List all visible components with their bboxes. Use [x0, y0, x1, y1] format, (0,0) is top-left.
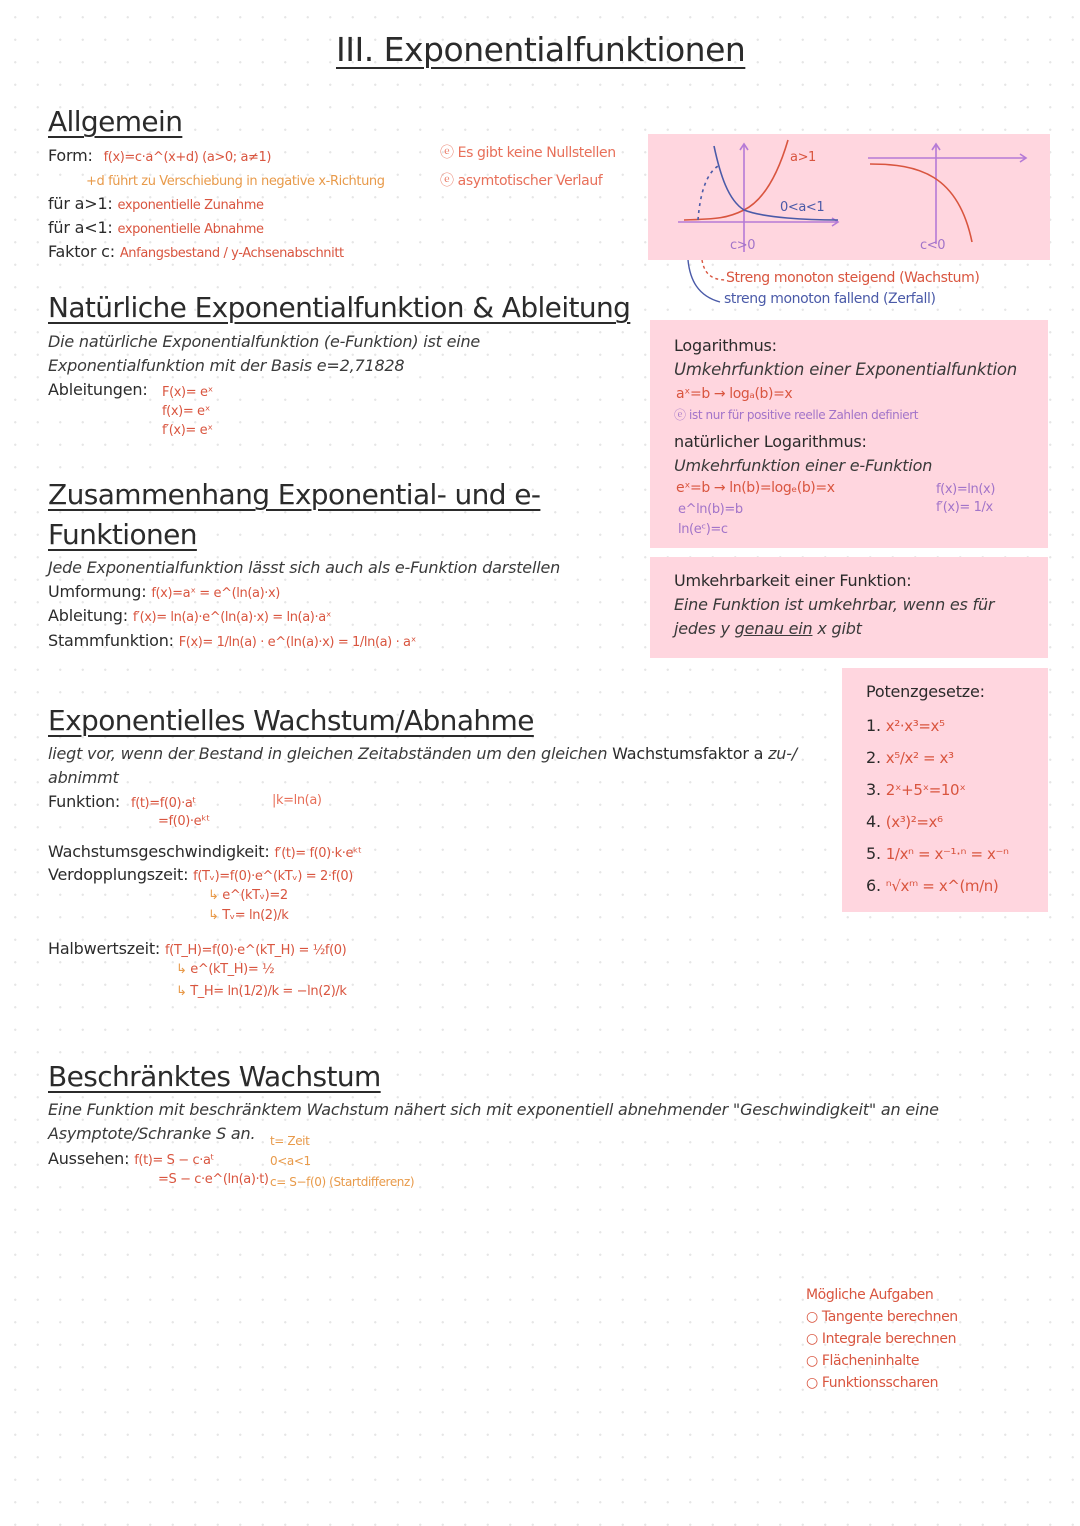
arrow-return-icon: ↳ [176, 984, 191, 999]
item-number: 6. [866, 876, 881, 895]
item-number: 1. [866, 716, 881, 735]
halb-label: Halbwertszeit: [48, 939, 161, 958]
ableitung-row [48, 604, 331, 630]
a-lt-1-value: exponentielle Abnahme [117, 222, 264, 237]
note-steigend: Streng monoton steigend (Wachstum) [726, 270, 980, 286]
potenz-item [866, 838, 1009, 870]
potenz-item [866, 742, 1009, 774]
umkehr-text: x gibt [812, 619, 862, 638]
halb-row [48, 937, 346, 963]
aussehen-formula-2: =S − c·e^(ln(a)·t) [158, 1172, 269, 1187]
exponential-graphs [648, 134, 1050, 260]
note-asymptotisch [440, 170, 602, 190]
halb-formula-1: f(T_H)=f(0)·e^(kT_H) = ½f(0) [165, 943, 347, 958]
heading-wachstum: Exponentielles Wachstum/Abnahme [48, 704, 534, 737]
stamm-row [48, 629, 416, 655]
ableitung-label: Ableitung: [48, 606, 128, 625]
form-label: Form: [48, 146, 93, 165]
ableitungen-list [162, 383, 213, 440]
shift-note: +d führt zu Verschiebung in negative x-Richtung [86, 174, 385, 189]
umkehr-line-2 [674, 617, 862, 641]
verdopp-label: Verdopplungszeit: [48, 865, 189, 884]
item-formula: 1/xⁿ = x⁻¹·ⁿ = x⁻ⁿ [885, 845, 1009, 863]
arrow-return-icon: ↳ [176, 962, 191, 977]
verdopp-step-2 [208, 888, 288, 903]
halb-step-2 [176, 962, 274, 977]
verdopp-row [48, 863, 353, 889]
potenz-item [866, 710, 1009, 742]
ableitungen-label: Ableitungen: [48, 380, 148, 399]
formula-f: f(x)= eˣ [162, 404, 211, 419]
log-note-text: ist nur für positive reelle Zahlen definiert [689, 408, 919, 422]
heading-natuerlich: Natürliche Exponentialfunktion & Ableitung [48, 291, 631, 324]
aufgabe-text: Funktionsscharen [821, 1375, 939, 1391]
item-formula: 2ˣ+5ˣ=10ˣ [885, 781, 966, 799]
potenz-item [866, 870, 1009, 902]
item-number: 5. [866, 844, 881, 863]
funktion-row [48, 790, 196, 816]
log-desc: Umkehrfunktion einer Exponentialfunktion [674, 360, 1018, 379]
desc-italic: zu-/ [763, 744, 797, 763]
halb-step-3 [176, 984, 347, 999]
item-number: 3. [866, 780, 881, 799]
a-lt-1-label: für a<1: [48, 218, 113, 237]
aussehen-row [48, 1147, 214, 1173]
graph-box [648, 134, 1050, 260]
step-text: e^(kT_H)= ½ [190, 962, 275, 977]
ln-function: f(x)=ln(x) [936, 482, 995, 497]
aufgabe-item [806, 1350, 958, 1372]
faktor-value: Anfangsbestand / y-Achsenabschnitt [119, 246, 344, 261]
page-title: III. Exponentialfunktionen [336, 30, 746, 69]
umkehr-heading: Umkehrbarkeit einer Funktion: [674, 571, 912, 590]
item-formula: ⁿ√xᵐ = x^(m/n) [885, 877, 999, 895]
geschw-formula: f′(t)= f(0)·k·eᵏᵗ [274, 846, 362, 861]
exclamation-icon: ⓔ [440, 173, 454, 189]
caption-c-negative: c<0 [920, 238, 946, 253]
bullet-icon: ○ [806, 1309, 822, 1325]
potenzgesetze-box [842, 668, 1048, 912]
arrow-return-icon: ↳ [208, 888, 223, 903]
desc-normal: Wachstumsfaktor a [612, 744, 764, 763]
funktion-formula-1: f(t)=f(0)·aᵗ [131, 796, 196, 811]
item-number: 4. [866, 812, 881, 831]
logarithmus-box [650, 320, 1048, 548]
funktion-formula-2: =f(0)·eᵏᵗ [158, 814, 210, 829]
nat-log-identity-2: ln(eᶜ)=c [678, 522, 728, 537]
faktor-row [48, 240, 344, 266]
label-a-between: 0<a<1 [780, 200, 825, 215]
a-gt-1-row [48, 192, 264, 218]
wachstum-desc-2: abnimmt [48, 768, 119, 787]
formula-f-prime: f′(x)= eˣ [162, 423, 213, 438]
note-text: Es gibt keine Nullstellen [457, 145, 616, 161]
note-c: c= S−f(0) (Startdifferenz) [270, 1175, 415, 1189]
step-text: T_H= ln(1/2)/k = −ln(2)/k [190, 984, 347, 999]
umkehrbarkeit-box [650, 557, 1048, 658]
stamm-formula: F(x)= 1/ln(a) · e^(ln(a)·x) = 1/ln(a) · aˣ [178, 635, 416, 650]
heading-zusammenhang-2: Funktionen [48, 518, 197, 551]
nat-log-identity-1: e^ln(b)=b [678, 502, 743, 517]
item-formula: (x³)²=x⁶ [885, 813, 943, 831]
nat-log-heading: natürlicher Logarithmus: [674, 432, 867, 451]
aufgabe-item [806, 1306, 958, 1328]
natuerlich-desc-1: Die natürliche Exponentialfunktion (e-Funktion) ist eine [48, 332, 481, 351]
aufgaben-list [806, 1284, 958, 1394]
aufgabe-text: Flächeninhalte [821, 1353, 920, 1369]
aufgabe-item [806, 1328, 958, 1350]
form-formula: f(x)=c·a^(x+d) (a>0; a≠1) [103, 150, 272, 165]
ln-derivative: f′(x)= 1/x [936, 500, 993, 515]
exclamation-icon: ⓔ [440, 145, 454, 161]
zusammenhang-desc: Jede Exponentialfunktion lässt sich auch als e-Funktion darstellen [48, 558, 561, 577]
heading-beschraenkt: Beschränktes Wachstum [48, 1060, 381, 1093]
funktion-label: Funktion: [48, 792, 121, 811]
faktor-label: Faktor c: [48, 242, 115, 261]
note-a: 0<a<1 [270, 1154, 311, 1168]
note-fallend: streng monoton fallend (Zerfall) [724, 291, 936, 307]
label-a-gt-1: a>1 [790, 150, 816, 165]
log-formula: aˣ=b → logₐ(b)=x [676, 386, 793, 402]
umformung-formula: f(x)=aˣ = e^(ln(a)·x) [151, 586, 280, 601]
natuerlich-desc-2: Exponentialfunktion mit der Basis e=2,71828 [48, 356, 405, 375]
aufgabe-item [806, 1372, 958, 1394]
nat-log-desc: Umkehrfunktion einer e-Funktion [674, 456, 933, 475]
aussehen-formula-1: f(t)= S − c·aᵗ [134, 1153, 214, 1168]
formula-F: F(x)= eˣ [162, 385, 213, 400]
aufgaben-heading: Mögliche Aufgaben [806, 1287, 934, 1303]
form-row [48, 144, 271, 170]
wachstum-desc [48, 742, 828, 766]
bullet-icon: ○ [806, 1331, 822, 1347]
log-note [674, 406, 918, 423]
stamm-label: Stammfunktion: [48, 631, 174, 650]
item-formula: x²·x³=x⁵ [885, 717, 945, 735]
caption-c-positive: c>0 [730, 238, 756, 253]
bullet-icon: ○ [806, 1375, 822, 1391]
ableitung-formula: f′(x)= ln(a)·e^(ln(a)·x) = ln(a)·aˣ [132, 610, 332, 625]
heading-zusammenhang-1: Zusammenhang Exponential- und e- [48, 478, 541, 511]
beschraenkt-desc-2: Asymptote/Schranke S an. [48, 1124, 256, 1143]
umkehr-text: jedes y [674, 619, 735, 638]
bullet-icon: ○ [806, 1353, 822, 1369]
verdopp-step-3 [208, 908, 288, 923]
desc-italic: liegt vor, wenn der Bestand in gleichen Zeitabständen um den gleichen [48, 744, 608, 763]
note-nullstellen [440, 142, 616, 162]
exclamation-icon: ⓔ [674, 408, 686, 422]
note-text: asymtotischer Verlauf [457, 173, 603, 189]
umformung-label: Umformung: [48, 582, 147, 601]
aufgabe-text: Tangente berechnen [821, 1309, 958, 1325]
umformung-row [48, 580, 280, 606]
geschw-label: Wachstumsgeschwindigkeit: [48, 842, 270, 861]
arrow-return-icon: ↳ [208, 908, 223, 923]
step-text: Tᵥ= ln(2)/k [222, 908, 289, 923]
verdopp-formula-1: f(Tᵥ)=f(0)·e^(kTᵥ) = 2·f(0) [193, 869, 353, 884]
aufgabe-text: Integrale berechnen [821, 1331, 957, 1347]
log-heading: Logarithmus: [674, 336, 777, 355]
nat-log-formula: eˣ=b → ln(b)=logₑ(b)=x [676, 480, 835, 496]
a-lt-1-row [48, 216, 264, 242]
aussehen-label: Aussehen: [48, 1149, 130, 1168]
heading-allgemein: Allgemein [48, 105, 183, 138]
item-number: 2. [866, 748, 881, 767]
step-text: e^(kTᵥ)=2 [222, 888, 288, 903]
potenz-list [866, 710, 1009, 902]
funktion-note: |k=ln(a) [272, 793, 322, 808]
a-gt-1-label: für a>1: [48, 194, 113, 213]
potenz-item [866, 774, 1009, 806]
a-gt-1-value: exponentielle Zunahme [117, 198, 264, 213]
potenz-heading: Potenzgesetze: [866, 682, 985, 701]
item-formula: x⁵/x² = x³ [885, 749, 954, 767]
umkehr-underlined: genau ein [734, 619, 813, 638]
note-t: t= Zeit [270, 1134, 310, 1148]
umkehr-line-1: Eine Funktion ist umkehrbar, wenn es für [674, 595, 995, 614]
beschraenkt-desc-1: Eine Funktion mit beschränktem Wachstum nähert sich mit exponentiell abnehmender "Geschwindigkeit" an eine [48, 1100, 939, 1119]
potenz-item [866, 806, 1009, 838]
